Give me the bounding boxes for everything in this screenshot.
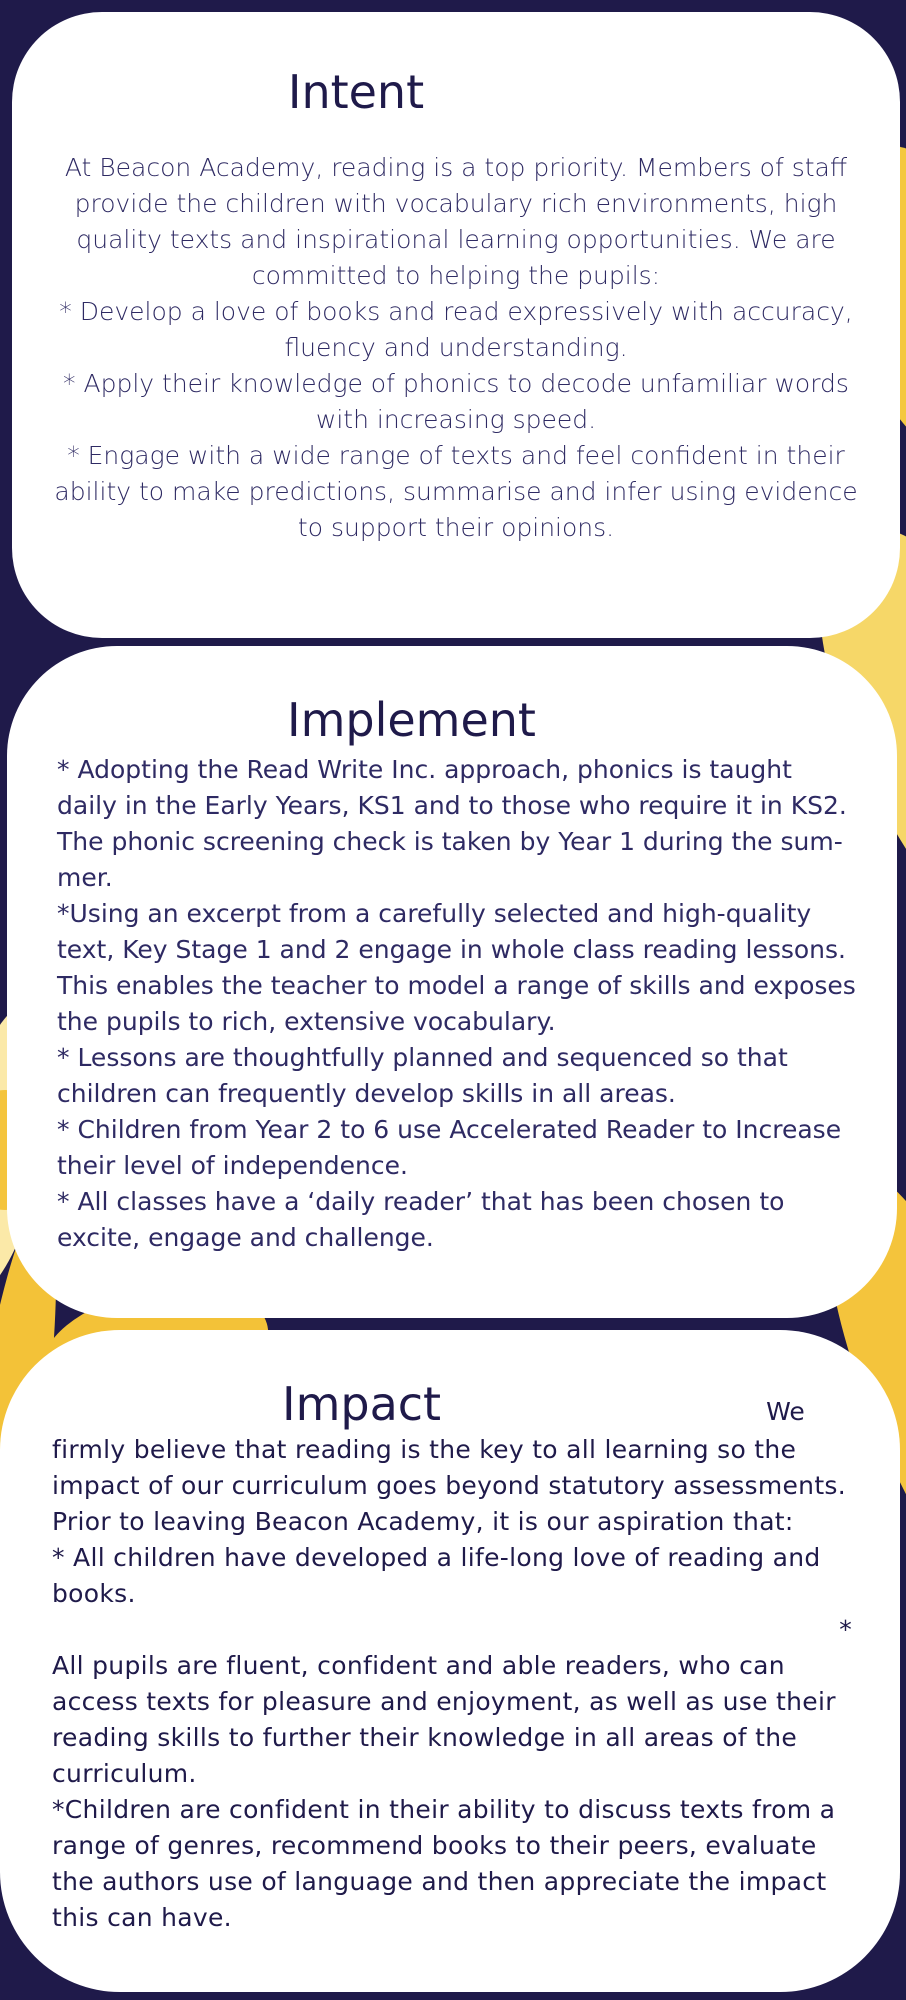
impact-point: *Children are confident in their ability to discuss texts from a range of genres, recommend books to their peers, evaluate the authors use of language and then appreciate the impact this can have. bbox=[52, 1795, 836, 1932]
impact-heading: Impact bbox=[282, 1377, 442, 1431]
implement-point: *Using an excerpt from a carefully selected and high-quality text, Key Stage 1 and 2 engage in whole class reading lessons. This enables the teacher to model a range of skills and exposes the pupils to rich, extensive vocabulary. bbox=[57, 899, 856, 1036]
intent-point: * Engage with a wide range of texts and feel confident in their ability to make predictions, summarise and infer using evidence to support their opinions. bbox=[54, 441, 858, 542]
implement-card bbox=[7, 646, 897, 1318]
intent-point: * Apply their knowledge of phonics to decode unfamiliar words with increasing speed. bbox=[63, 369, 849, 434]
impact-point: All pupils are fluent, confident and able readers, who can access texts for pleasure and enjoyment, as well as use their reading skills to further their knowledge in all areas of the curriculum. bbox=[52, 1651, 836, 1788]
implement-point: * Lessons are thoughtfully planned and sequenced so that children can frequently develop skills in all areas. bbox=[57, 1043, 788, 1108]
intent-point: * Develop a love of books and read expressively with accuracy, fluency and understanding. bbox=[59, 297, 853, 362]
impact-point-marker: * bbox=[839, 1615, 852, 1644]
intent-card bbox=[12, 12, 900, 638]
impact-card bbox=[0, 1330, 900, 1992]
intent-heading: Intent bbox=[287, 65, 425, 119]
implement-point: * All classes have a ‘daily reader’ that has been chosen to excite, engage and challenge. bbox=[57, 1187, 785, 1252]
implement-point: * Adopting the Read Write Inc. approach, phonics is taught daily in the Early Years, KS1 and to those who require it in KS2. The phonic screening check is taken by Year 1 during the sum-mer. bbox=[57, 755, 847, 892]
implement-heading: Implement bbox=[287, 693, 536, 747]
impact-point: * All children have developed a life-long love of reading and books. bbox=[52, 1543, 821, 1608]
intent-paragraph: At Beacon Academy, reading is a top priority. Members of staff provide the children with vocabulary rich environments, high quality texts and inspirational learning opportunities. We are committed to helping the pupils: bbox=[64, 153, 848, 290]
impact-intro: firmly believe that reading is the key to all learning so the impact of our curriculum goes beyond statutory assessments. Prior to leaving Beacon Academy, it is our aspiration that: bbox=[52, 1435, 847, 1536]
implement-point: * Children from Year 2 to 6 use Accelerated Reader to Increase their level of independence. bbox=[57, 1115, 842, 1180]
impact-lead-word: We bbox=[766, 1397, 805, 1426]
